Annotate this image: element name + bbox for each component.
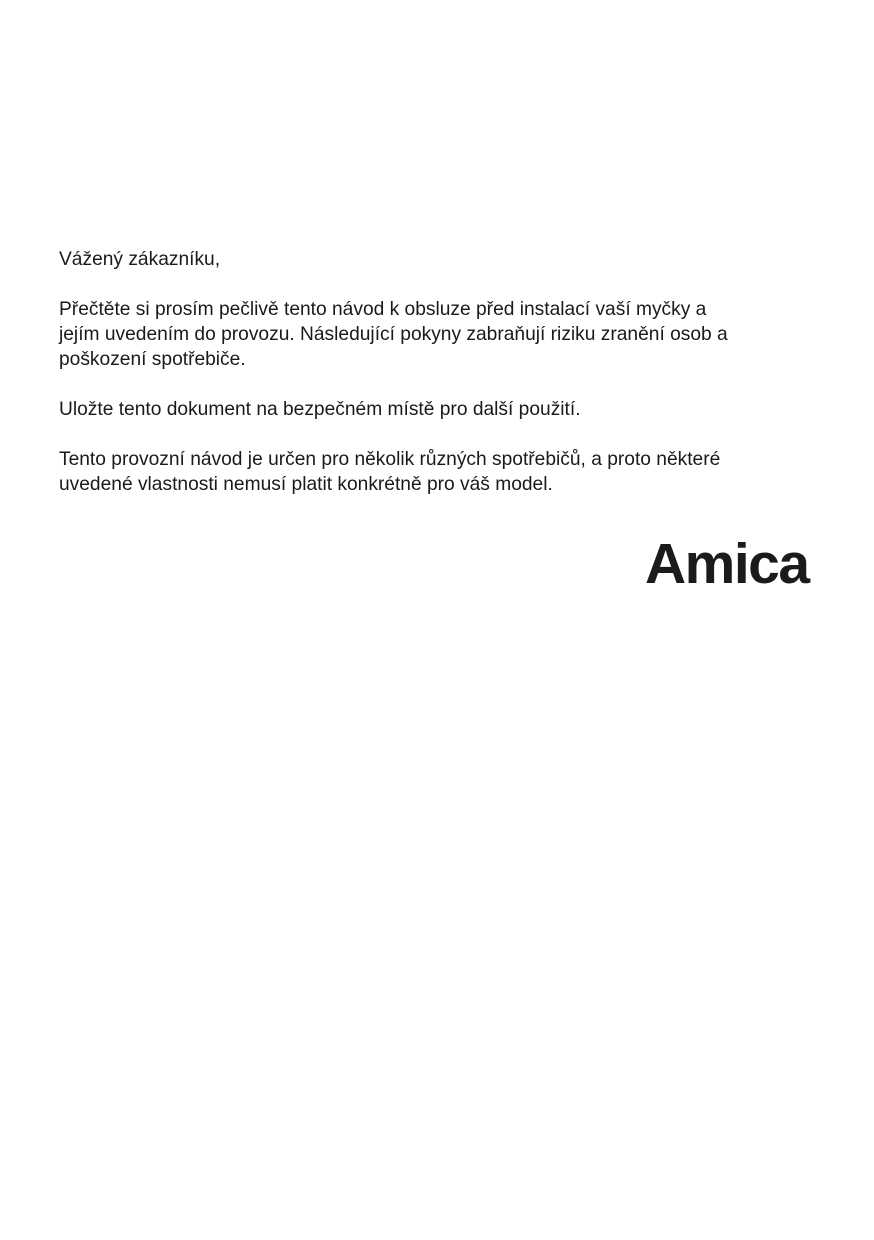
- greeting: Vážený zákazníku,: [59, 249, 221, 270]
- amica-logo: Amica: [645, 532, 809, 596]
- paragraph-model-note: Tento provozní návod je určen pro několik různých spotřebičů, a proto některé uvedené vlastnosti nemusí platit konkrétně pro váš model.: [59, 449, 721, 495]
- paragraph-instructions: Přečtěte si prosím pečlivě tento návod k obsluze před instalací vaší myčky a jejím uvedením do provozu. Následující pokyny zabraňují riziku zranění osob a poškození spotřebiče.: [59, 299, 728, 370]
- letter-text: [59, 247, 819, 522]
- paragraph-keep-document: Uložte tento dokument na bezpečném místě pro další použití.: [59, 399, 581, 420]
